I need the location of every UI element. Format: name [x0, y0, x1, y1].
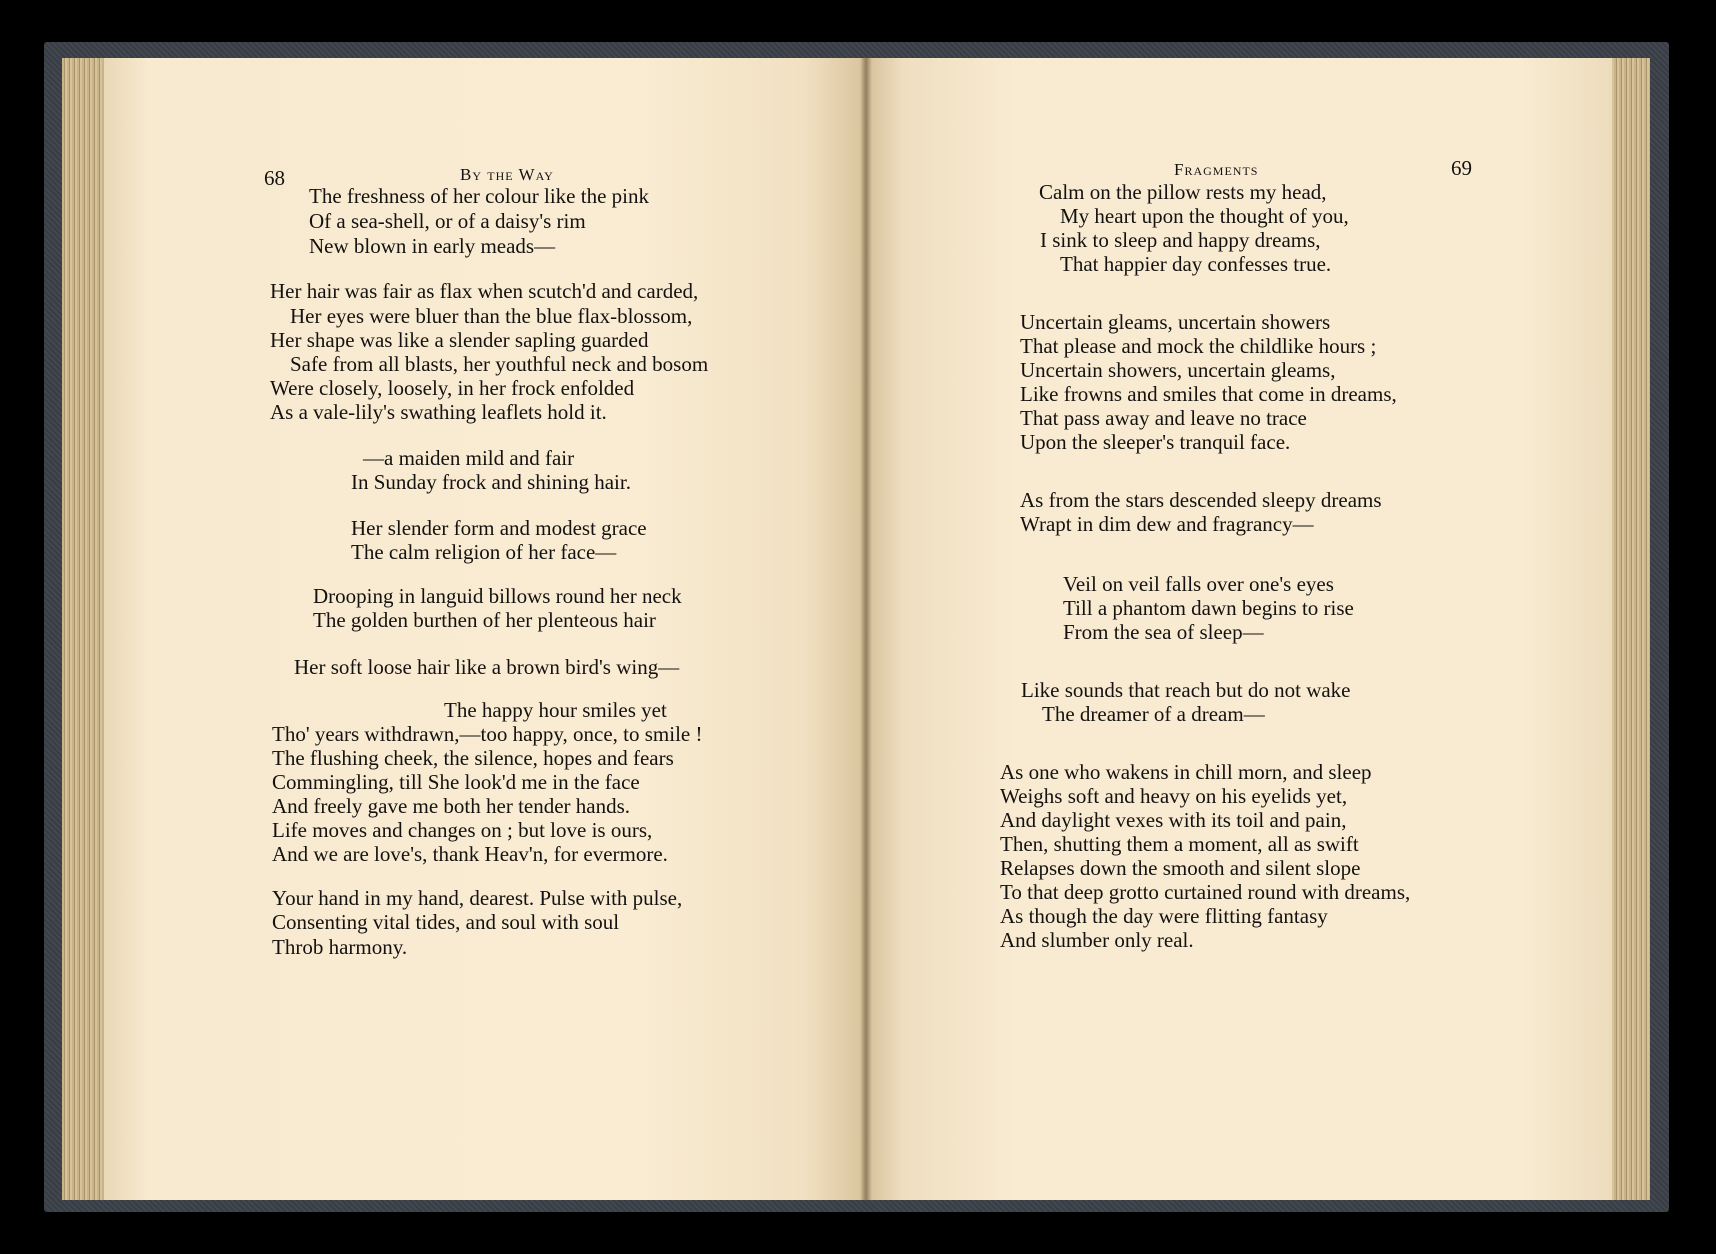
page-number: 69	[1451, 156, 1472, 180]
poem-line: Uncertain showers, uncertain gleams,	[1020, 358, 1336, 382]
poem-line: Life moves and changes on ; but love is ours,	[272, 818, 653, 842]
poem-line: Her soft loose hair like a brown bird's wing—	[294, 655, 680, 679]
poem-line: Weighs soft and heavy on his eyelids yet,	[1000, 784, 1348, 808]
poem-line: Like frowns and smiles that come in dreams,	[1020, 382, 1397, 406]
poem-line: Her slender form and modest grace	[351, 516, 647, 540]
poem-line: Drooping in languid billows round her neck	[313, 584, 682, 608]
poem-line: Uncertain gleams, uncertain showers	[1020, 310, 1331, 334]
poem-line: Of a sea-shell, or of a daisy's rim	[309, 209, 586, 233]
left-page	[104, 58, 866, 1200]
poem-line: Her shape was like a slender sapling guarded	[270, 328, 649, 352]
poem-line: —a maiden mild and fair	[363, 446, 575, 470]
poem-line: Upon the sleeper's tranquil face.	[1020, 430, 1291, 454]
poem-line: New blown in early meads—	[309, 234, 556, 258]
running-head: Fragments	[1174, 160, 1259, 179]
poem-line: Relapses down the smooth and silent slope	[1000, 856, 1361, 880]
poem-line: That please and mock the childlike hours ;	[1020, 334, 1377, 358]
poem-line: Calm on the pillow rests my head,	[1039, 180, 1327, 204]
poem-line: Safe from all blasts, her youthful neck and bosom	[290, 352, 709, 376]
poem-line: And freely gave me both her tender hands.	[272, 794, 631, 818]
poem-line: The calm religion of her face—	[351, 540, 617, 564]
poem-line: Tho' years withdrawn,—too happy, once, to smile !	[272, 722, 703, 746]
poem-line: From the sea of sleep—	[1063, 620, 1264, 644]
poem-line: I sink to sleep and happy dreams,	[1040, 228, 1321, 252]
poem-line: Her eyes were bluer than the blue flax-blossom,	[290, 304, 693, 328]
right-page	[866, 58, 1612, 1200]
poem-line: Your hand in my hand, dearest. Pulse with pulse,	[272, 886, 683, 910]
poem-line: That happier day confesses true.	[1060, 252, 1332, 276]
poem-line: Then, shutting them a moment, all as swift	[1000, 832, 1359, 856]
poem-line: As though the day were flitting fantasy	[1000, 904, 1328, 928]
poem-line: As a vale-lily's swathing leaflets hold it.	[270, 400, 607, 424]
running-head: By the Way	[460, 165, 554, 184]
poem-line: Like sounds that reach but do not wake	[1021, 678, 1351, 702]
poem-line: Commingling, till She look'd me in the face	[272, 770, 640, 794]
poem-line: And we are love's, thank Heav'n, for evermore.	[272, 842, 668, 866]
poem-line: And daylight vexes with its toil and pain,	[1000, 808, 1347, 832]
poem-line: The dreamer of a dream—	[1042, 702, 1265, 726]
book-gutter	[860, 58, 872, 1200]
poem-line: Wrapt in dim dew and fragrancy—	[1020, 512, 1314, 536]
poem-line: The happy hour smiles yet	[444, 698, 667, 722]
poem-line: As one who wakens in chill morn, and sleep	[1000, 760, 1372, 784]
left-page-edges	[62, 58, 110, 1200]
poem-line: As from the stars descended sleepy dreams	[1020, 488, 1382, 512]
poem-line: The freshness of her colour like the pink	[309, 184, 649, 208]
poem-line: In Sunday frock and shining hair.	[351, 470, 631, 494]
poem-line: Throb harmony.	[272, 935, 408, 959]
poem-line: My heart upon the thought of you,	[1060, 204, 1349, 228]
poem-line: Were closely, loosely, in her frock enfolded	[270, 376, 635, 400]
poem-line: Till a phantom dawn begins to rise	[1063, 596, 1354, 620]
poem-line: And slumber only real.	[1000, 928, 1194, 952]
poem-line: To that deep grotto curtained round with dreams,	[1000, 880, 1411, 904]
poem-line: The flushing cheek, the silence, hopes and fears	[272, 746, 674, 770]
poem-line: The golden burthen of her plenteous hair	[313, 608, 656, 632]
page-number: 68	[264, 166, 285, 190]
poem-line: That pass away and leave no trace	[1020, 406, 1307, 430]
poem-line: Consenting vital tides, and soul with soul	[272, 910, 620, 934]
poem-line: Her hair was fair as flax when scutch'd and carded,	[270, 279, 699, 303]
poem-line: Veil on veil falls over one's eyes	[1063, 572, 1334, 596]
